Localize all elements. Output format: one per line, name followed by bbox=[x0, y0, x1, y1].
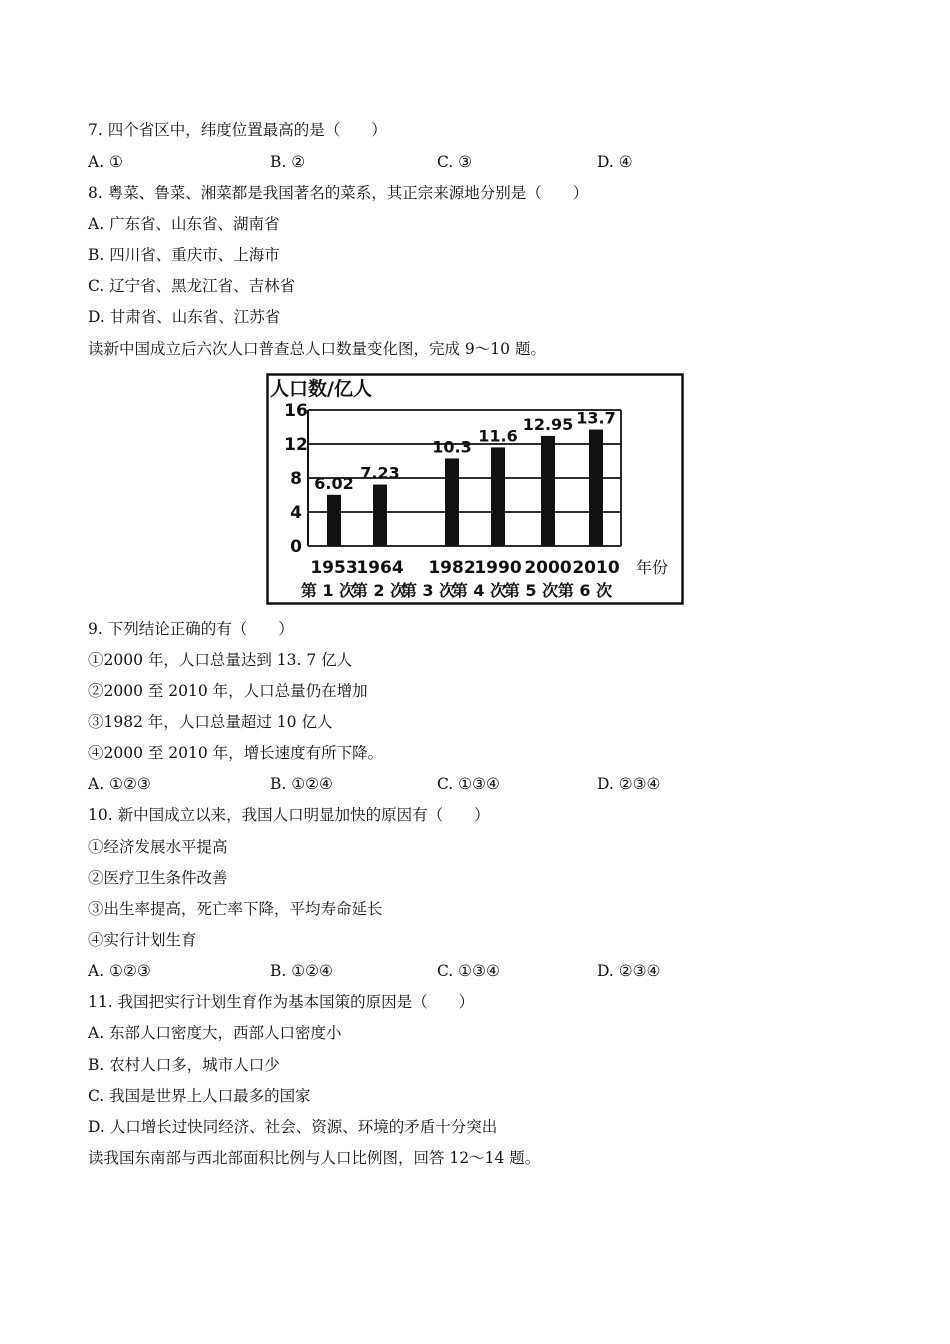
bar-2010 bbox=[589, 430, 603, 546]
q8-option-c: C. 辽宁省、黑龙江省、吉林省 bbox=[88, 277, 296, 295]
x-tick-label: 1990 bbox=[474, 558, 522, 578]
q8-option-a: A. 广东省、山东省、湖南省 bbox=[88, 215, 280, 233]
q10-statement-4: ④实行计划生育 bbox=[88, 931, 197, 949]
q10-statement-3: ③出生率提高，死亡率下降，平均寿命延长 bbox=[88, 900, 383, 918]
value-label: 12.95 bbox=[522, 414, 574, 434]
y-tick-label: 16 bbox=[284, 401, 308, 421]
q11-option-b: B. 农村人口多，城市人口少 bbox=[88, 1056, 280, 1074]
q10-statement-1: ①经济发展水平提高 bbox=[88, 838, 228, 856]
bar-2000 bbox=[541, 436, 555, 546]
q10-option-c: C. ①③④ bbox=[437, 962, 500, 980]
q9-statement-3: ③1982 年，人口总量超过 10 亿人 bbox=[88, 713, 333, 731]
q9-statement-2: ②2000 至 2010 年，人口总量仍在增加 bbox=[88, 682, 368, 700]
q9-statement-1: ①2000 年，人口总量达到 13. 7 亿人 bbox=[88, 651, 353, 669]
intro-9-10: 读新中国成立后六次人口普查总人口数量变化图，完成 9～10 题。 bbox=[88, 340, 546, 358]
q11-option-c: C. 我国是世界上人口最多的国家 bbox=[88, 1087, 311, 1105]
chart-xlabel: 年份 bbox=[636, 558, 669, 577]
census-label: 第 1 次 bbox=[300, 581, 356, 600]
q10-option-d: D. ②③④ bbox=[597, 962, 661, 980]
q7-option-b: B. ② bbox=[270, 153, 306, 171]
q7-option-c: C. ③ bbox=[437, 153, 473, 171]
q10-option-b: B. ①②④ bbox=[270, 962, 333, 980]
value-label: 10.3 bbox=[432, 437, 472, 457]
census-label: 第 3 次 bbox=[400, 581, 456, 600]
x-tick-label: 1964 bbox=[356, 558, 404, 578]
population-census-chart bbox=[266, 373, 684, 605]
q9-option-d: D. ②③④ bbox=[597, 775, 661, 793]
chart-census-labels bbox=[301, 581, 612, 600]
bar-1964 bbox=[373, 485, 387, 546]
q11-option-d: D. 人口增长过快同经济、社会、资源、环境的矛盾十分突出 bbox=[88, 1118, 498, 1136]
q10-statement-2: ②医疗卫生条件改善 bbox=[88, 869, 228, 887]
bar-1990 bbox=[491, 447, 505, 546]
y-tick-label: 8 bbox=[290, 469, 302, 489]
q8-option-b: B. 四川省、重庆市、上海市 bbox=[88, 246, 280, 264]
q9-stem: 9. 下列结论正确的有（ ） bbox=[88, 620, 294, 638]
q11-stem: 11. 我国把实行计划生育作为基本国策的原因是（ ） bbox=[88, 993, 475, 1011]
y-tick-label: 12 bbox=[284, 435, 308, 455]
bar-1953 bbox=[327, 495, 341, 546]
chart-svg bbox=[266, 373, 684, 605]
census-label: 第 4 次 bbox=[451, 581, 507, 600]
census-label: 第 2 次 bbox=[351, 581, 407, 600]
q7-stem: 7. 四个省区中，纬度位置最高的是（ ） bbox=[88, 121, 387, 139]
x-tick-label: 2010 bbox=[572, 558, 620, 578]
x-tick-label: 1953 bbox=[310, 558, 358, 578]
q9-option-c: C. ①③④ bbox=[437, 775, 500, 793]
chart-x-ticks bbox=[310, 558, 619, 578]
q8-option-d: D. 甘肃省、山东省、江苏省 bbox=[88, 308, 281, 326]
value-label: 6.02 bbox=[314, 473, 354, 493]
census-label: 第 5 次 bbox=[503, 581, 559, 600]
q7-option-d: D. ④ bbox=[597, 153, 633, 171]
q9-statement-4: ④2000 至 2010 年，增长速度有所下降。 bbox=[88, 744, 384, 762]
q8-stem: 8. 粤菜、鲁菜、湘菜都是我国著名的菜系，其正宗来源地分别是（ ） bbox=[88, 184, 589, 202]
q9-option-b: B. ①②④ bbox=[270, 775, 333, 793]
value-label: 11.6 bbox=[478, 426, 518, 446]
value-label: 7.23 bbox=[360, 463, 400, 483]
bar-1982 bbox=[445, 458, 459, 546]
x-tick-label: 2000 bbox=[524, 558, 572, 578]
q10-stem: 10. 新中国成立以来，我国人口明显加快的原因有（ ） bbox=[88, 806, 490, 824]
q10-option-a: A. ①②③ bbox=[88, 962, 151, 980]
chart-ylabel: 人口数/亿人 bbox=[270, 378, 372, 400]
q9-option-a: A. ①②③ bbox=[88, 775, 151, 793]
y-tick-label: 0 bbox=[290, 537, 302, 557]
intro-12-14: 读我国东南部与西北部面积比例与人口比例图，回答 12～14 题。 bbox=[88, 1149, 541, 1167]
value-label: 13.7 bbox=[576, 408, 616, 428]
y-tick-label: 4 bbox=[290, 503, 302, 523]
census-label: 第 6 次 bbox=[557, 581, 613, 600]
q7-option-a: A. ① bbox=[88, 153, 123, 171]
x-tick-label: 1982 bbox=[428, 558, 476, 578]
q11-option-a: A. 东部人口密度大，西部人口密度小 bbox=[88, 1024, 342, 1042]
